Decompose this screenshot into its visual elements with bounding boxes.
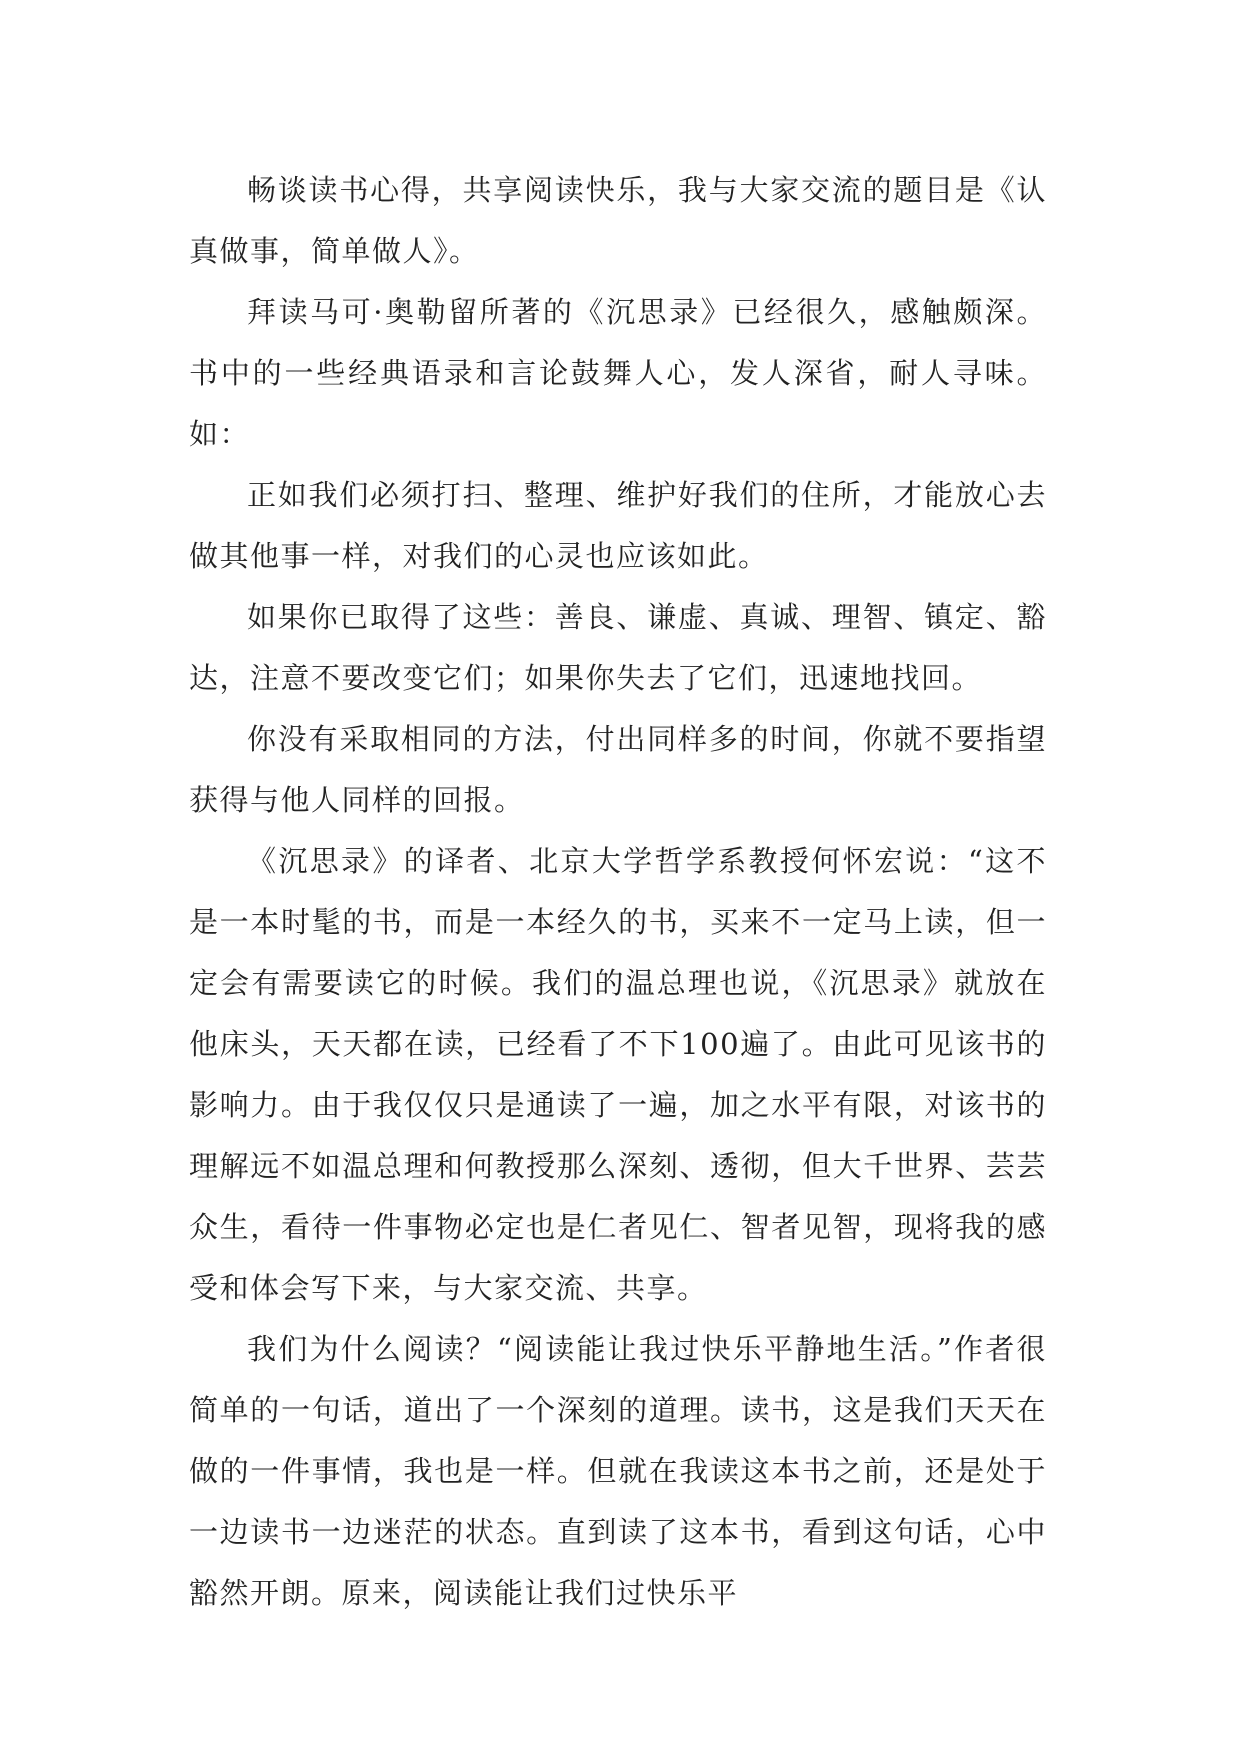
document-body xyxy=(189,160,1047,1624)
paragraph-quote-dwelling: 正如我们必须打扫、整理、维护好我们的住所，才能放心去做其他事一样，对我们的心灵也应该如此。 xyxy=(189,478,1047,573)
paragraph-translator-comment: 《沉思录》的译者、北京大学哲学系教授何怀宏说：“这不是一本时髦的书，而是一本经久的书，买来不一定马上读，但一定会有需要读它的时候。我们的温总理也说，《沉思录》就放在他床头，天天都在读，已经看了不下100遍了。由此可见该书的影响力。由于我仅仅只是通读了一遍，加之水平有限，对该书的理解远不如温总理和何教授那么深刻、透彻，但大千世界、芸芸众生，看待一件事物必定也是仁者见仁、智者见智，现将我的感受和体会写下来，与大家交流、共享。 xyxy=(189,844,1047,1305)
paragraph-reading-experience: 拜读马可·奥勒留所著的《沉思录》已经很久，感触颇深。书中的一些经典语录和言论鼓舞人心，发人深省，耐人寻味。如： xyxy=(189,295,1047,451)
paragraph-why-read: 我们为什么阅读？“阅读能让我过快乐平静地生活。”作者很简单的一句话，道出了一个深刻的道理。读书，这是我们天天在做的一件事情，我也是一样。但就在我读这本书之前，还是处于一边读书一边迷茫的状态。直到读了这本书，看到这句话，心中豁然开朗。原来，阅读能让我们过快乐平 xyxy=(189,1332,1047,1610)
paragraph-quote-effort: 你没有采取相同的方法，付出同样多的时间，你就不要指望获得与他人同样的回报。 xyxy=(189,722,1047,817)
paragraph-intro: 畅谈读书心得，共享阅读快乐，我与大家交流的题目是《认真做事，简单做人》。 xyxy=(189,173,1047,268)
paragraph-quote-virtues: 如果你已取得了这些：善良、谦虚、真诚、理智、镇定、豁达，注意不要改变它们；如果你失去了它们，迅速地找回。 xyxy=(189,600,1047,695)
